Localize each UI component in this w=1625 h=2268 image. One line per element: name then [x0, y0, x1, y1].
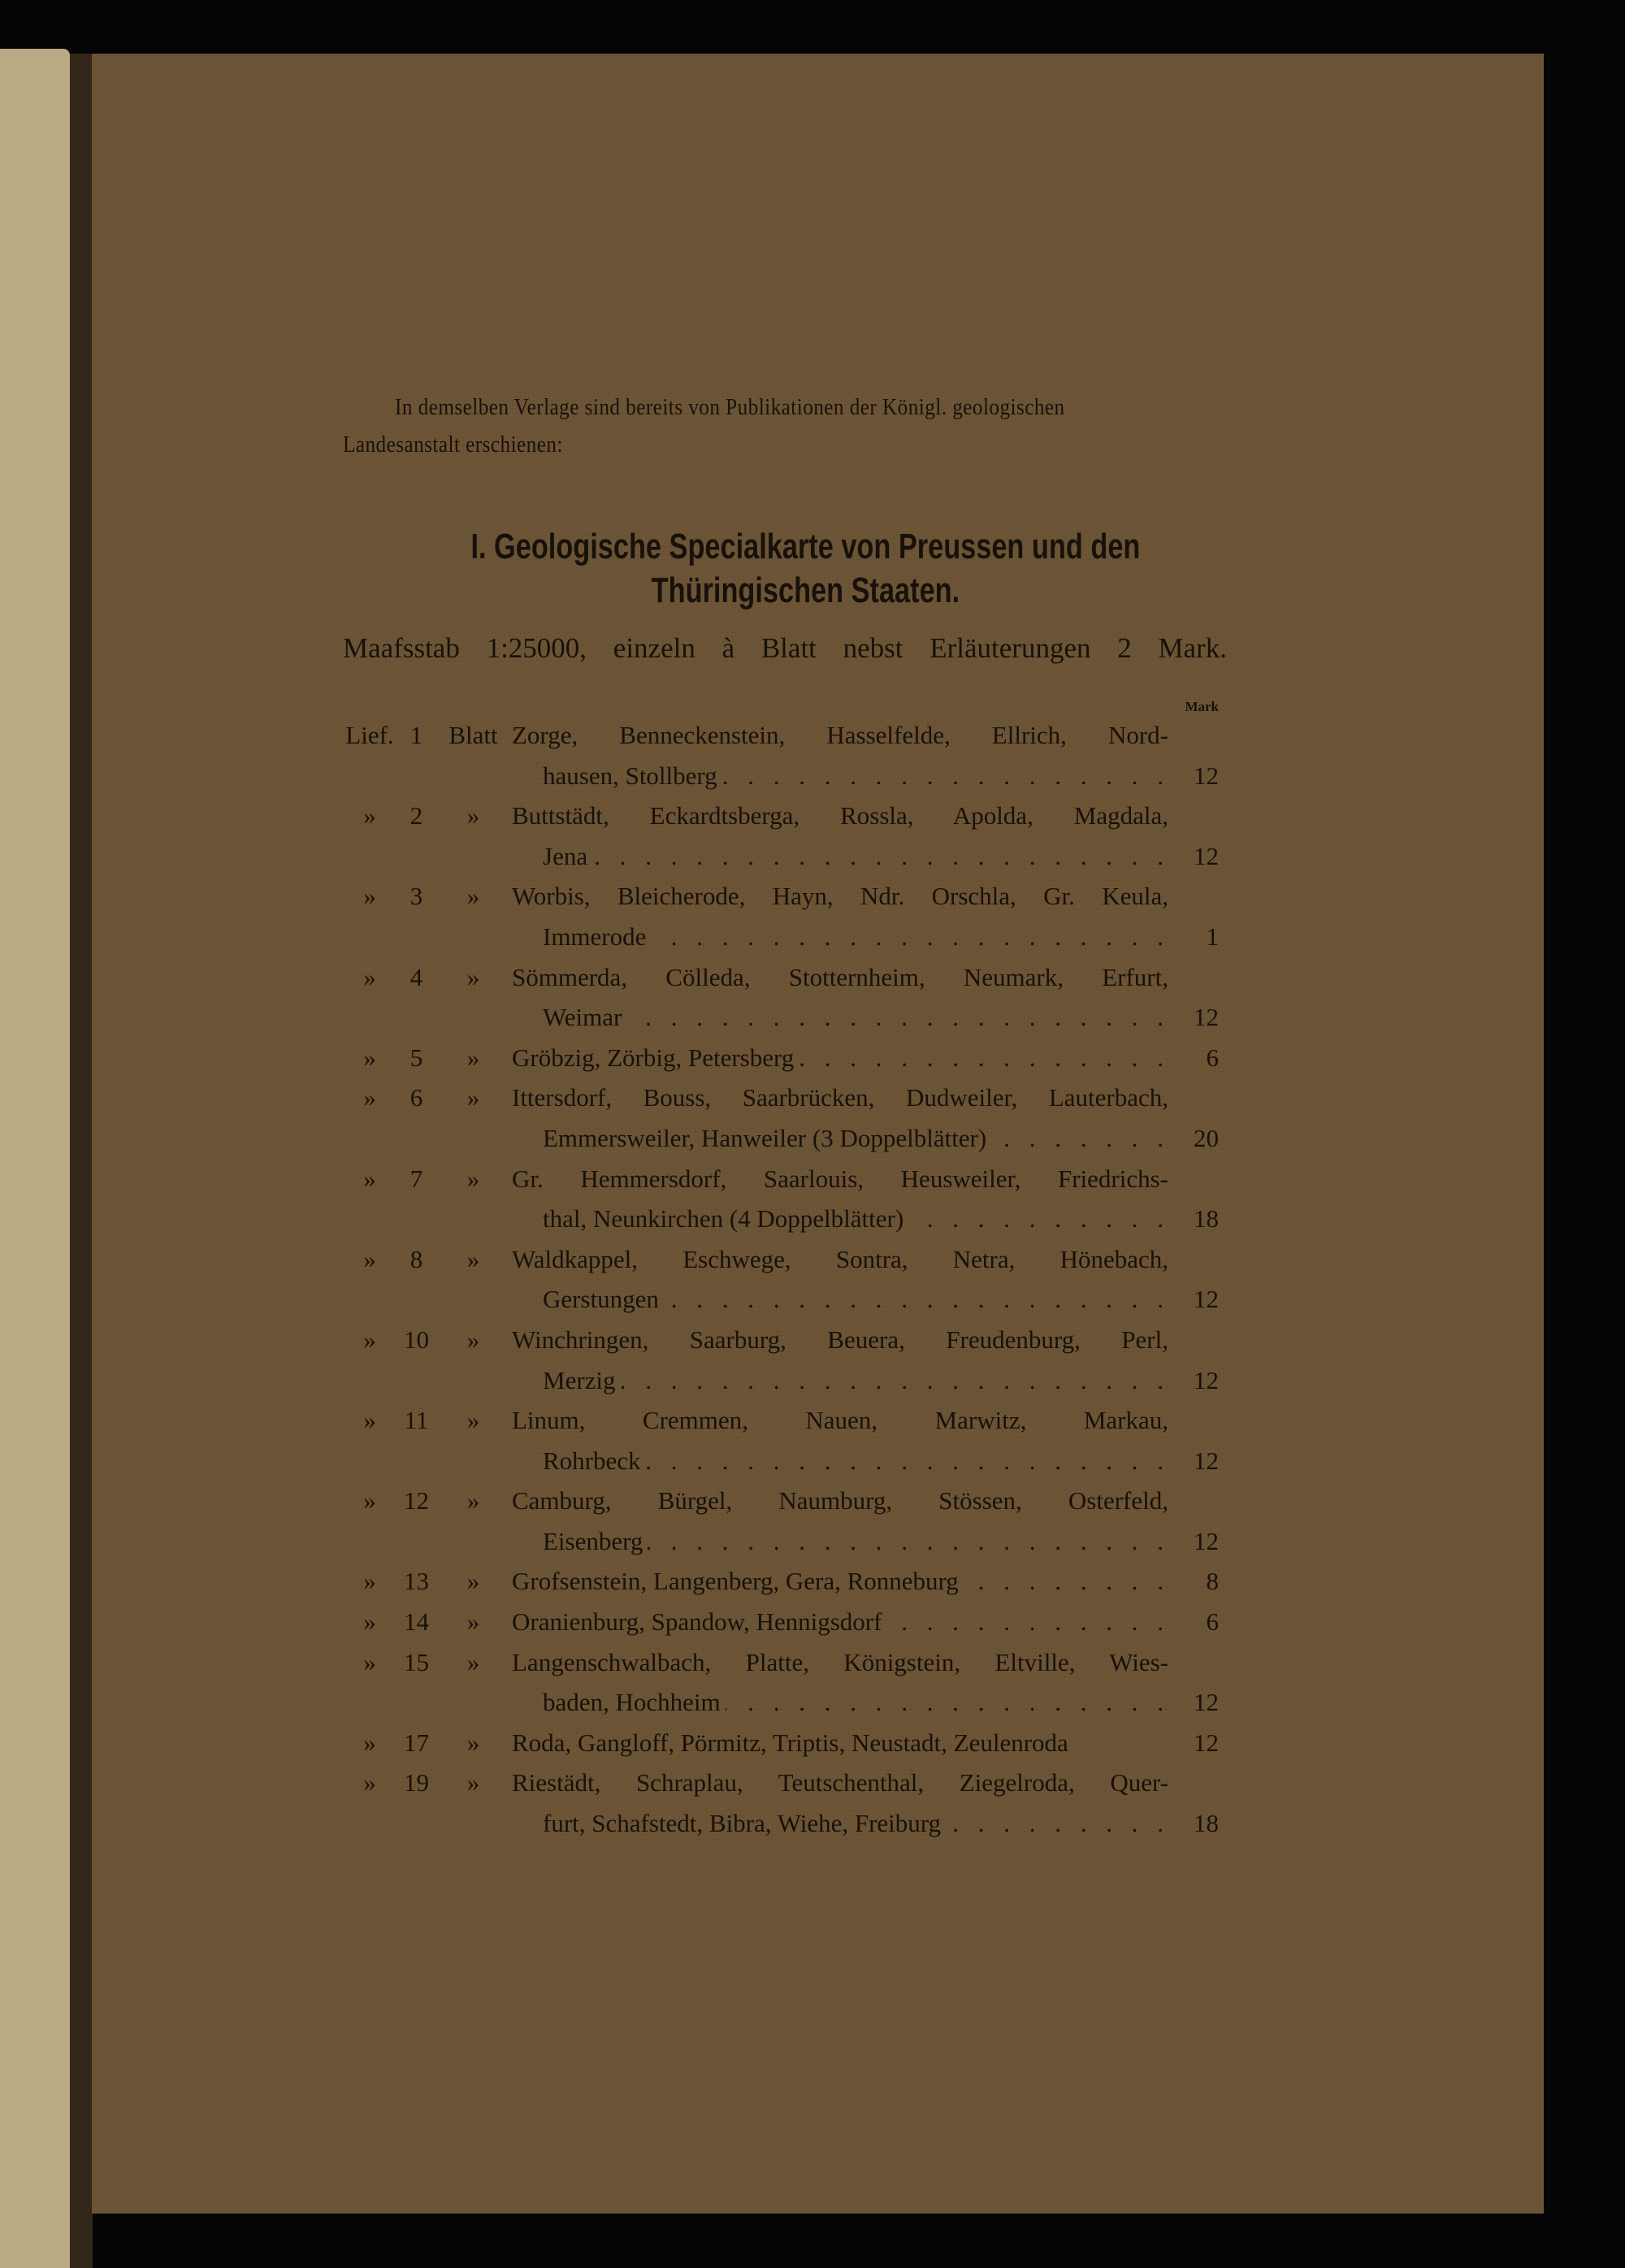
delivery-number: 2 — [410, 801, 423, 830]
sheet-names: Winchringen, Saarburg, Beuera, Freudenburg, Perl, — [512, 1325, 1168, 1354]
spacer — [341, 1118, 398, 1159]
spacer — [341, 917, 398, 957]
list-item-line — [341, 1320, 1219, 1360]
sheet-names-text: Jena — [543, 841, 588, 870]
sheet-label: » — [466, 1325, 480, 1354]
sheet-names-continued — [512, 1803, 1168, 1844]
price: 12 — [1194, 1003, 1219, 1032]
sheet-label: » — [466, 1486, 480, 1516]
section-title-line-1: I. Geologische Specialkarte von Preussen und den — [470, 527, 1141, 566]
spacer — [435, 997, 512, 1038]
spacer — [341, 1521, 398, 1562]
sheet-names-text: Emmersweiler, Hanweiler (3 Doppelblätter) — [543, 1123, 987, 1152]
list-item-line — [341, 1561, 1219, 1602]
sheet-label: » — [466, 1647, 480, 1676]
sheet-label: » — [466, 1406, 480, 1435]
sheet-names: Linum, Cremmen, Nauen, Marwitz, Markau, — [512, 1406, 1168, 1435]
dot-leader — [626, 997, 1168, 1038]
sheet-label: » — [466, 962, 480, 991]
list-item-continuation — [341, 917, 1219, 957]
delivery-number: 14 — [404, 1607, 429, 1637]
spacer — [398, 1682, 435, 1723]
delivery-number: 12 — [404, 1486, 429, 1516]
list-item-continuation — [341, 836, 1219, 877]
delivery-number: 13 — [404, 1567, 429, 1596]
spacer — [398, 1441, 435, 1481]
list-item-continuation — [341, 1360, 1219, 1401]
previous-page-edge — [0, 49, 70, 2268]
delivery-number: 3 — [410, 882, 423, 911]
list-item-continuation — [341, 1279, 1219, 1320]
spacer — [398, 1118, 435, 1159]
list-item-continuation — [341, 1199, 1219, 1239]
sheet-label: » — [466, 1768, 480, 1797]
list-item-continuation — [341, 1682, 1219, 1723]
sheet-label: » — [466, 882, 480, 911]
sheet-names-text: Merzig — [543, 1365, 616, 1394]
sheet-label: » — [466, 1728, 480, 1757]
spacer — [398, 1279, 435, 1320]
spacer — [341, 1279, 398, 1320]
sheet-names — [512, 1038, 1168, 1078]
price-column-header: Mark — [1185, 699, 1219, 714]
spacer — [398, 1199, 435, 1239]
sheet-names-continued — [512, 836, 1168, 877]
sheet-label: » — [466, 1567, 480, 1596]
spacer — [398, 1803, 435, 1844]
spacer — [398, 1360, 435, 1401]
delivery-prefix: » — [363, 1406, 376, 1435]
spacer — [398, 1521, 435, 1562]
sheet-names: Waldkappel, Eschwege, Sontra, Netra, Hönebach, — [512, 1244, 1168, 1273]
spacer — [341, 997, 398, 1038]
spacer — [435, 1279, 512, 1320]
delivery-number: 17 — [404, 1728, 429, 1757]
sheet-names-continued — [512, 1360, 1168, 1401]
list-item-line — [341, 796, 1219, 836]
delivery-number: 19 — [404, 1768, 429, 1797]
list-item-line — [341, 1602, 1219, 1642]
delivery-prefix: » — [363, 1244, 376, 1273]
price: 12 — [1194, 1365, 1219, 1394]
delivery-number: 6 — [410, 1083, 423, 1112]
delivery-prefix: » — [363, 1647, 376, 1676]
delivery-prefix: » — [363, 1486, 376, 1516]
spacer — [435, 836, 512, 877]
sheet-names-continued — [512, 1199, 1168, 1239]
list-item-line — [341, 1642, 1219, 1683]
spacer — [435, 1803, 512, 1844]
spacer — [435, 1682, 512, 1723]
price: 1 — [1206, 922, 1219, 951]
dot-leader — [621, 1360, 1168, 1401]
sheet-label: » — [466, 1164, 480, 1193]
sheet-names — [512, 1602, 1168, 1642]
spacer — [435, 1360, 512, 1401]
sheet-names-continued — [512, 997, 1168, 1038]
list-item-continuation — [341, 997, 1219, 1038]
sheet-names-continued — [512, 917, 1168, 957]
dot-leader — [722, 756, 1168, 796]
spacer — [398, 917, 435, 957]
list-item-continuation — [341, 756, 1219, 796]
sheet-names — [512, 1723, 1168, 1763]
spacer — [341, 1199, 398, 1239]
spacer — [398, 997, 435, 1038]
delivery-prefix: » — [363, 882, 376, 911]
delivery-prefix: » — [363, 1607, 376, 1637]
list-item-continuation — [341, 1118, 1219, 1159]
price: 12 — [1194, 1285, 1219, 1314]
list-item-line — [341, 1763, 1219, 1803]
list-item-line — [341, 1481, 1219, 1521]
sheet-names-text: Immerode — [543, 922, 647, 951]
list-item-continuation — [341, 1441, 1219, 1481]
delivery-prefix: » — [363, 1325, 376, 1354]
spacer — [435, 1118, 512, 1159]
section-title-line-2: Thüringischen Staaten. — [651, 570, 960, 610]
intro-line-2: Landesanstalt erschienen: — [343, 432, 563, 458]
delivery-prefix: Lief. — [345, 721, 394, 749]
delivery-number: 4 — [410, 962, 423, 991]
price: 12 — [1194, 1728, 1219, 1757]
dot-leader — [886, 1602, 1168, 1642]
sheet-names: Sömmerda, Cölleda, Stotternheim, Neumark, Erfurt, — [512, 962, 1168, 991]
spacer — [435, 917, 512, 957]
sheet-names-text: hausen, Stollberg — [543, 761, 717, 790]
spacer — [341, 1441, 398, 1481]
dot-leader — [991, 1118, 1168, 1159]
dot-leader — [799, 1038, 1168, 1078]
sheet-names-text: Rohrbeck — [543, 1446, 641, 1475]
list-item-line — [341, 1723, 1219, 1763]
price: 12 — [1194, 1688, 1219, 1717]
spacer — [341, 1360, 398, 1401]
delivery-prefix: » — [363, 801, 376, 830]
dot-leader — [651, 917, 1168, 957]
list-item-line — [341, 876, 1219, 917]
dot-leader — [592, 836, 1168, 877]
sheet-names-text: baden, Hochheim — [543, 1688, 721, 1717]
dot-leader — [726, 1682, 1168, 1723]
spacer — [435, 756, 512, 796]
list-item-continuation — [341, 1521, 1219, 1562]
sheet-names: Gr. Hemmersdorf, Saarlouis, Heusweiler, Friedrichs- — [512, 1164, 1168, 1193]
sheet-names-continued — [512, 1118, 1168, 1159]
list-item-line — [341, 1239, 1219, 1280]
list-item-line — [341, 1400, 1219, 1441]
sheet-names: Buttstädt, Eckardtsberga, Rossla, Apolda, Magdala, — [512, 801, 1168, 830]
sheet-label: » — [466, 1083, 480, 1112]
sheet-names-text: Oranienburg, Spandow, Hennigsdorf — [512, 1607, 882, 1637]
spacer — [398, 836, 435, 877]
dot-leader — [646, 1441, 1168, 1481]
sheet-names-text: Eisenberg — [543, 1526, 644, 1555]
delivery-number: 11 — [404, 1406, 429, 1435]
spacer — [398, 756, 435, 796]
price: 12 — [1194, 1526, 1219, 1555]
delivery-prefix: » — [363, 1083, 376, 1112]
list-item-line — [341, 1159, 1219, 1199]
spacer — [341, 1682, 398, 1723]
delivery-prefix: » — [363, 1728, 376, 1757]
spacer — [341, 1803, 398, 1844]
sheet-names-text: Gerstungen — [543, 1285, 659, 1314]
list-item-line — [341, 715, 1219, 756]
dot-leader — [648, 1521, 1168, 1562]
list-item-continuation — [341, 1803, 1219, 1844]
scale-note: Maafsstab 1:25000, einzeln à Blatt nebst Erläuterungen 2 Mark. — [343, 632, 1227, 664]
delivery-prefix: » — [363, 1043, 376, 1072]
list-item-line — [341, 957, 1219, 998]
price: 18 — [1194, 1809, 1219, 1838]
sheet-names: Zorge, Benneckenstein, Hasselfelde, Ellrich, Nord- — [512, 721, 1168, 749]
spacer — [435, 1199, 512, 1239]
dot-leader — [908, 1199, 1168, 1239]
sheet-names-text: Grofsenstein, Langenberg, Gera, Ronneburg — [512, 1567, 959, 1596]
price: 12 — [1194, 761, 1219, 790]
sheet-label: » — [466, 1043, 480, 1072]
list-item-line — [341, 1038, 1219, 1078]
spacer — [435, 1441, 512, 1481]
delivery-prefix: » — [363, 1768, 376, 1797]
sheet-names: Langenschwalbach, Platte, Königstein, Eltville, Wies- — [512, 1647, 1168, 1676]
sheet-names-continued — [512, 1279, 1168, 1320]
sheet-names-continued — [512, 1682, 1168, 1723]
list-item-line — [341, 1078, 1219, 1118]
map-sheet-list — [341, 715, 1219, 1844]
sheet-names-continued — [512, 756, 1168, 796]
delivery-number: 8 — [410, 1244, 423, 1273]
sheet-names-text: Gröbzig, Zörbig, Petersberg — [512, 1043, 795, 1072]
dot-leader — [964, 1561, 1168, 1602]
sheet-names: Ittersdorf, Bouss, Saarbrücken, Dudweiler, Lauterbach, — [512, 1083, 1168, 1112]
binding-shadow — [70, 54, 93, 2268]
spacer — [435, 1521, 512, 1562]
delivery-number: 7 — [410, 1164, 423, 1193]
dot-leader — [664, 1279, 1168, 1320]
sheet-names — [512, 1561, 1168, 1602]
spacer — [341, 756, 398, 796]
sheet-label: Blatt — [448, 721, 498, 749]
sheet-names: Camburg, Bürgel, Naumburg, Stössen, Osterfeld, — [512, 1486, 1168, 1516]
intro-line-1: In demselben Verlage sind bereits von Publikationen der Königl. geologischen — [395, 395, 1065, 420]
delivery-number: 15 — [404, 1647, 429, 1676]
spacer — [341, 836, 398, 877]
delivery-number: 5 — [410, 1043, 423, 1072]
price: 12 — [1194, 1446, 1219, 1475]
delivery-prefix: » — [363, 1567, 376, 1596]
sheet-names-text: thal, Neunkirchen (4 Doppelblätter) — [543, 1204, 904, 1234]
price: 6 — [1206, 1607, 1219, 1637]
dot-leader — [946, 1803, 1168, 1844]
sheet-label: » — [466, 801, 480, 830]
delivery-prefix: » — [363, 962, 376, 991]
delivery-prefix: » — [363, 1164, 376, 1193]
price: 6 — [1206, 1043, 1219, 1072]
sheet-label: » — [466, 1244, 480, 1273]
sheet-names: Worbis, Bleicherode, Hayn, Ndr. Orschla, Gr. Keula, — [512, 882, 1168, 911]
price: 18 — [1194, 1204, 1219, 1234]
delivery-number: 1 — [410, 721, 423, 749]
sheet-names-text: Weimar — [543, 1003, 622, 1032]
price: 12 — [1194, 841, 1219, 870]
sheet-names-text: furt, Schafstedt, Bibra, Wiehe, Freiburg — [543, 1809, 942, 1838]
sheet-names: Riestädt, Schraplau, Teutschenthal, Ziegelroda, Quer- — [512, 1768, 1168, 1797]
sheet-names-text: Roda, Gangloff, Pörmitz, Triptis, Neustadt, Zeulenroda — [512, 1728, 1068, 1757]
price: 8 — [1206, 1567, 1219, 1596]
sheet-names-continued — [512, 1441, 1168, 1481]
sheet-names-continued — [512, 1521, 1168, 1562]
delivery-number: 10 — [404, 1325, 429, 1354]
price: 20 — [1194, 1123, 1219, 1152]
sheet-label: » — [466, 1607, 480, 1637]
